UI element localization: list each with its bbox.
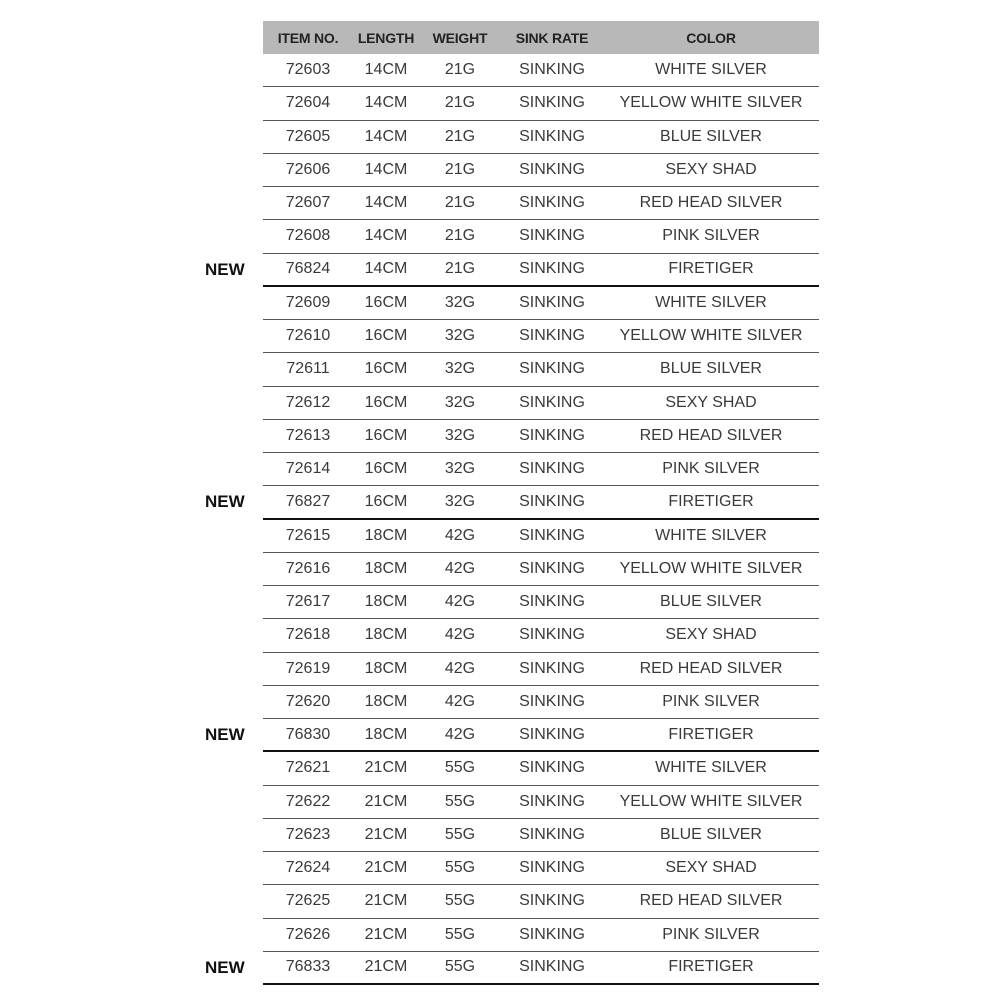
color-cell: WHITE SILVER	[655, 293, 767, 311]
length-cell: 16CM	[364, 327, 408, 345]
table-row	[263, 87, 819, 120]
table-row	[263, 387, 819, 420]
color-cell: WHITE SILVER	[655, 61, 767, 79]
color-cell: SEXY SHAD	[665, 393, 757, 411]
length-cell: 14CM	[364, 160, 408, 178]
item-no-cell: 72625	[285, 892, 331, 910]
new-badge: NEW	[205, 957, 245, 977]
item-no-cell: 72610	[285, 327, 331, 345]
length-cell: 21CM	[364, 859, 408, 877]
weight-cell: 32G	[444, 426, 476, 444]
table-body	[263, 54, 819, 985]
color-cell: FIRETIGER	[668, 958, 754, 976]
color-cell: WHITE SILVER	[655, 526, 767, 544]
color-cell: SEXY SHAD	[665, 859, 757, 877]
color-cell: BLUE SILVER	[660, 593, 762, 611]
item-no-cell: 72623	[285, 825, 331, 843]
color-cell: BLUE SILVER	[660, 127, 762, 145]
color-cell: FIRETIGER	[668, 492, 754, 510]
new-badge: NEW	[205, 725, 245, 744]
item-no-cell: 72614	[285, 460, 331, 478]
sink-rate-cell: SINKING	[519, 227, 585, 245]
weight-cell: 21G	[444, 260, 476, 278]
weight-cell: 42G	[444, 593, 476, 611]
sink-rate-cell: SINKING	[519, 460, 585, 478]
table-row	[263, 885, 819, 918]
sink-rate-cell: SINKING	[519, 925, 585, 943]
length-cell: 16CM	[364, 460, 408, 478]
sink-rate-cell: SINKING	[519, 958, 585, 976]
length-cell: 16CM	[364, 360, 408, 378]
header-sink-rate: SINK RATE	[515, 29, 589, 46]
weight-cell: 55G	[444, 825, 476, 843]
sink-rate-cell: SINKING	[519, 61, 585, 79]
weight-cell: 21G	[444, 94, 476, 112]
table-row	[263, 154, 819, 187]
length-cell: 21CM	[364, 892, 408, 910]
sink-rate-cell: SINKING	[519, 327, 585, 345]
table-row	[263, 819, 819, 852]
color-cell: PINK SILVER	[662, 692, 760, 710]
weight-cell: 21G	[444, 160, 476, 178]
length-cell: 18CM	[364, 526, 408, 544]
spec-table	[263, 21, 819, 985]
weight-cell: 32G	[444, 360, 476, 378]
weight-cell: 42G	[444, 559, 476, 577]
item-no-cell: 76827	[285, 492, 331, 510]
weight-cell: 32G	[444, 327, 476, 345]
length-cell: 14CM	[364, 127, 408, 145]
header-color: COLOR	[686, 29, 736, 46]
item-no-cell: 72622	[285, 792, 331, 810]
table-row	[263, 353, 819, 386]
weight-cell: 42G	[444, 526, 476, 544]
table-row	[263, 320, 819, 353]
weight-cell: 42G	[444, 692, 476, 710]
item-no-cell: 72612	[285, 393, 331, 411]
length-cell: 14CM	[364, 94, 408, 112]
color-cell: RED HEAD SILVER	[639, 194, 783, 212]
table-row	[263, 520, 819, 553]
item-no-cell: 72605	[285, 127, 331, 145]
color-cell: SEXY SHAD	[665, 160, 757, 178]
length-cell: 14CM	[364, 194, 408, 212]
length-cell: 14CM	[364, 227, 408, 245]
color-cell: YELLOW WHITE SILVER	[619, 792, 803, 810]
sink-rate-cell: SINKING	[519, 593, 585, 611]
length-cell: 21CM	[364, 759, 408, 777]
length-cell: 21CM	[364, 792, 408, 810]
weight-cell: 42G	[444, 626, 476, 644]
weight-cell: 32G	[444, 293, 476, 311]
new-badge: NEW	[205, 259, 245, 279]
sink-rate-cell: SINKING	[519, 94, 585, 112]
color-cell: YELLOW WHITE SILVER	[619, 559, 803, 577]
weight-cell: 32G	[444, 460, 476, 478]
color-cell: BLUE SILVER	[660, 825, 762, 843]
table-row	[263, 752, 819, 785]
weight-cell: 55G	[444, 892, 476, 910]
table-row	[263, 586, 819, 619]
weight-cell: 55G	[444, 759, 476, 777]
table-row	[263, 121, 819, 154]
item-no-cell: 76833	[285, 958, 331, 976]
table-row	[263, 952, 819, 985]
table-row	[263, 220, 819, 253]
length-cell: 18CM	[364, 659, 408, 677]
table-row	[263, 719, 819, 752]
sink-rate-cell: SINKING	[519, 194, 585, 212]
sink-rate-cell: SINKING	[519, 825, 585, 843]
length-cell: 14CM	[364, 260, 408, 278]
length-cell: 16CM	[364, 393, 408, 411]
item-no-cell: 72618	[285, 626, 331, 644]
table-header	[263, 21, 819, 54]
color-cell: FIRETIGER	[668, 725, 754, 743]
weight-cell: 32G	[444, 492, 476, 510]
table-row	[263, 287, 819, 320]
new-badge: NEW	[205, 492, 245, 512]
item-no-cell: 72603	[285, 61, 331, 79]
length-cell: 21CM	[364, 825, 408, 843]
length-cell: 21CM	[364, 958, 408, 976]
length-cell: 18CM	[364, 593, 408, 611]
item-no-cell: 76830	[285, 725, 331, 743]
table-row	[263, 919, 819, 952]
header-length: LENGTH	[357, 29, 415, 46]
color-cell: BLUE SILVER	[660, 360, 762, 378]
table-row	[263, 486, 819, 519]
item-no-cell: 72619	[285, 659, 331, 677]
sink-rate-cell: SINKING	[519, 692, 585, 710]
weight-cell: 21G	[444, 227, 476, 245]
weight-cell: 42G	[444, 725, 476, 743]
length-cell: 18CM	[364, 626, 408, 644]
item-no-cell: 72611	[286, 360, 330, 378]
table-row	[263, 553, 819, 586]
color-cell: RED HEAD SILVER	[639, 659, 783, 677]
color-cell: SEXY SHAD	[665, 626, 757, 644]
sink-rate-cell: SINKING	[519, 626, 585, 644]
color-cell: RED HEAD SILVER	[639, 892, 783, 910]
color-cell: WHITE SILVER	[655, 759, 767, 777]
sink-rate-cell: SINKING	[519, 160, 585, 178]
sink-rate-cell: SINKING	[519, 393, 585, 411]
sink-rate-cell: SINKING	[519, 492, 585, 510]
item-no-cell: 72607	[285, 194, 331, 212]
item-no-cell: 72617	[285, 593, 331, 611]
item-no-cell: 72620	[285, 692, 331, 710]
item-no-cell: 72616	[285, 559, 331, 577]
color-cell: RED HEAD SILVER	[639, 426, 783, 444]
length-cell: 16CM	[364, 426, 408, 444]
sink-rate-cell: SINKING	[519, 260, 585, 278]
weight-cell: 55G	[444, 925, 476, 943]
table-row	[263, 619, 819, 652]
weight-cell: 42G	[444, 659, 476, 677]
sink-rate-cell: SINKING	[519, 127, 585, 145]
item-no-cell: 72606	[285, 160, 331, 178]
table-row	[263, 786, 819, 819]
item-no-cell: 72615	[285, 526, 331, 544]
item-no-cell: 72626	[285, 925, 331, 943]
length-cell: 18CM	[364, 692, 408, 710]
length-cell: 18CM	[364, 725, 408, 743]
weight-cell: 21G	[444, 61, 476, 79]
table-row	[263, 420, 819, 453]
table-row	[263, 453, 819, 486]
item-no-cell: 72604	[285, 94, 331, 112]
weight-cell: 21G	[444, 194, 476, 212]
item-no-cell: 72621	[285, 759, 331, 777]
color-cell: YELLOW WHITE SILVER	[619, 94, 803, 112]
length-cell: 21CM	[364, 925, 408, 943]
header-weight: WEIGHT	[432, 29, 488, 46]
table-row	[263, 187, 819, 220]
color-cell: PINK SILVER	[662, 925, 760, 943]
color-cell: FIRETIGER	[668, 260, 754, 278]
sink-rate-cell: SINKING	[519, 792, 585, 810]
item-no-cell: 72609	[285, 293, 331, 311]
sink-rate-cell: SINKING	[519, 725, 585, 743]
sink-rate-cell: SINKING	[519, 659, 585, 677]
sink-rate-cell: SINKING	[519, 559, 585, 577]
table-row	[263, 254, 819, 287]
header-item-no: ITEM NO.	[277, 29, 339, 46]
color-cell: YELLOW WHITE SILVER	[619, 327, 803, 345]
weight-cell: 55G	[444, 792, 476, 810]
length-cell: 16CM	[364, 492, 408, 510]
item-no-cell: 76824	[285, 260, 331, 278]
sink-rate-cell: SINKING	[519, 526, 585, 544]
sink-rate-cell: SINKING	[519, 859, 585, 877]
sink-rate-cell: SINKING	[519, 426, 585, 444]
weight-cell: 55G	[444, 859, 476, 877]
table-row	[263, 852, 819, 885]
sink-rate-cell: SINKING	[519, 892, 585, 910]
length-cell: 16CM	[364, 293, 408, 311]
sink-rate-cell: SINKING	[519, 759, 585, 777]
item-no-cell: 72624	[285, 859, 331, 877]
table-row	[263, 54, 819, 87]
weight-cell: 55G	[444, 958, 476, 976]
sink-rate-cell: SINKING	[519, 293, 585, 311]
item-no-cell: 72613	[285, 426, 331, 444]
item-no-cell: 72608	[285, 227, 331, 245]
weight-cell: 21G	[444, 127, 476, 145]
length-cell: 18CM	[364, 559, 408, 577]
color-cell: PINK SILVER	[662, 227, 760, 245]
table-row	[263, 653, 819, 686]
length-cell: 14CM	[364, 61, 408, 79]
weight-cell: 32G	[444, 393, 476, 411]
sink-rate-cell: SINKING	[519, 360, 585, 378]
color-cell: PINK SILVER	[662, 460, 760, 478]
table-row	[263, 686, 819, 719]
